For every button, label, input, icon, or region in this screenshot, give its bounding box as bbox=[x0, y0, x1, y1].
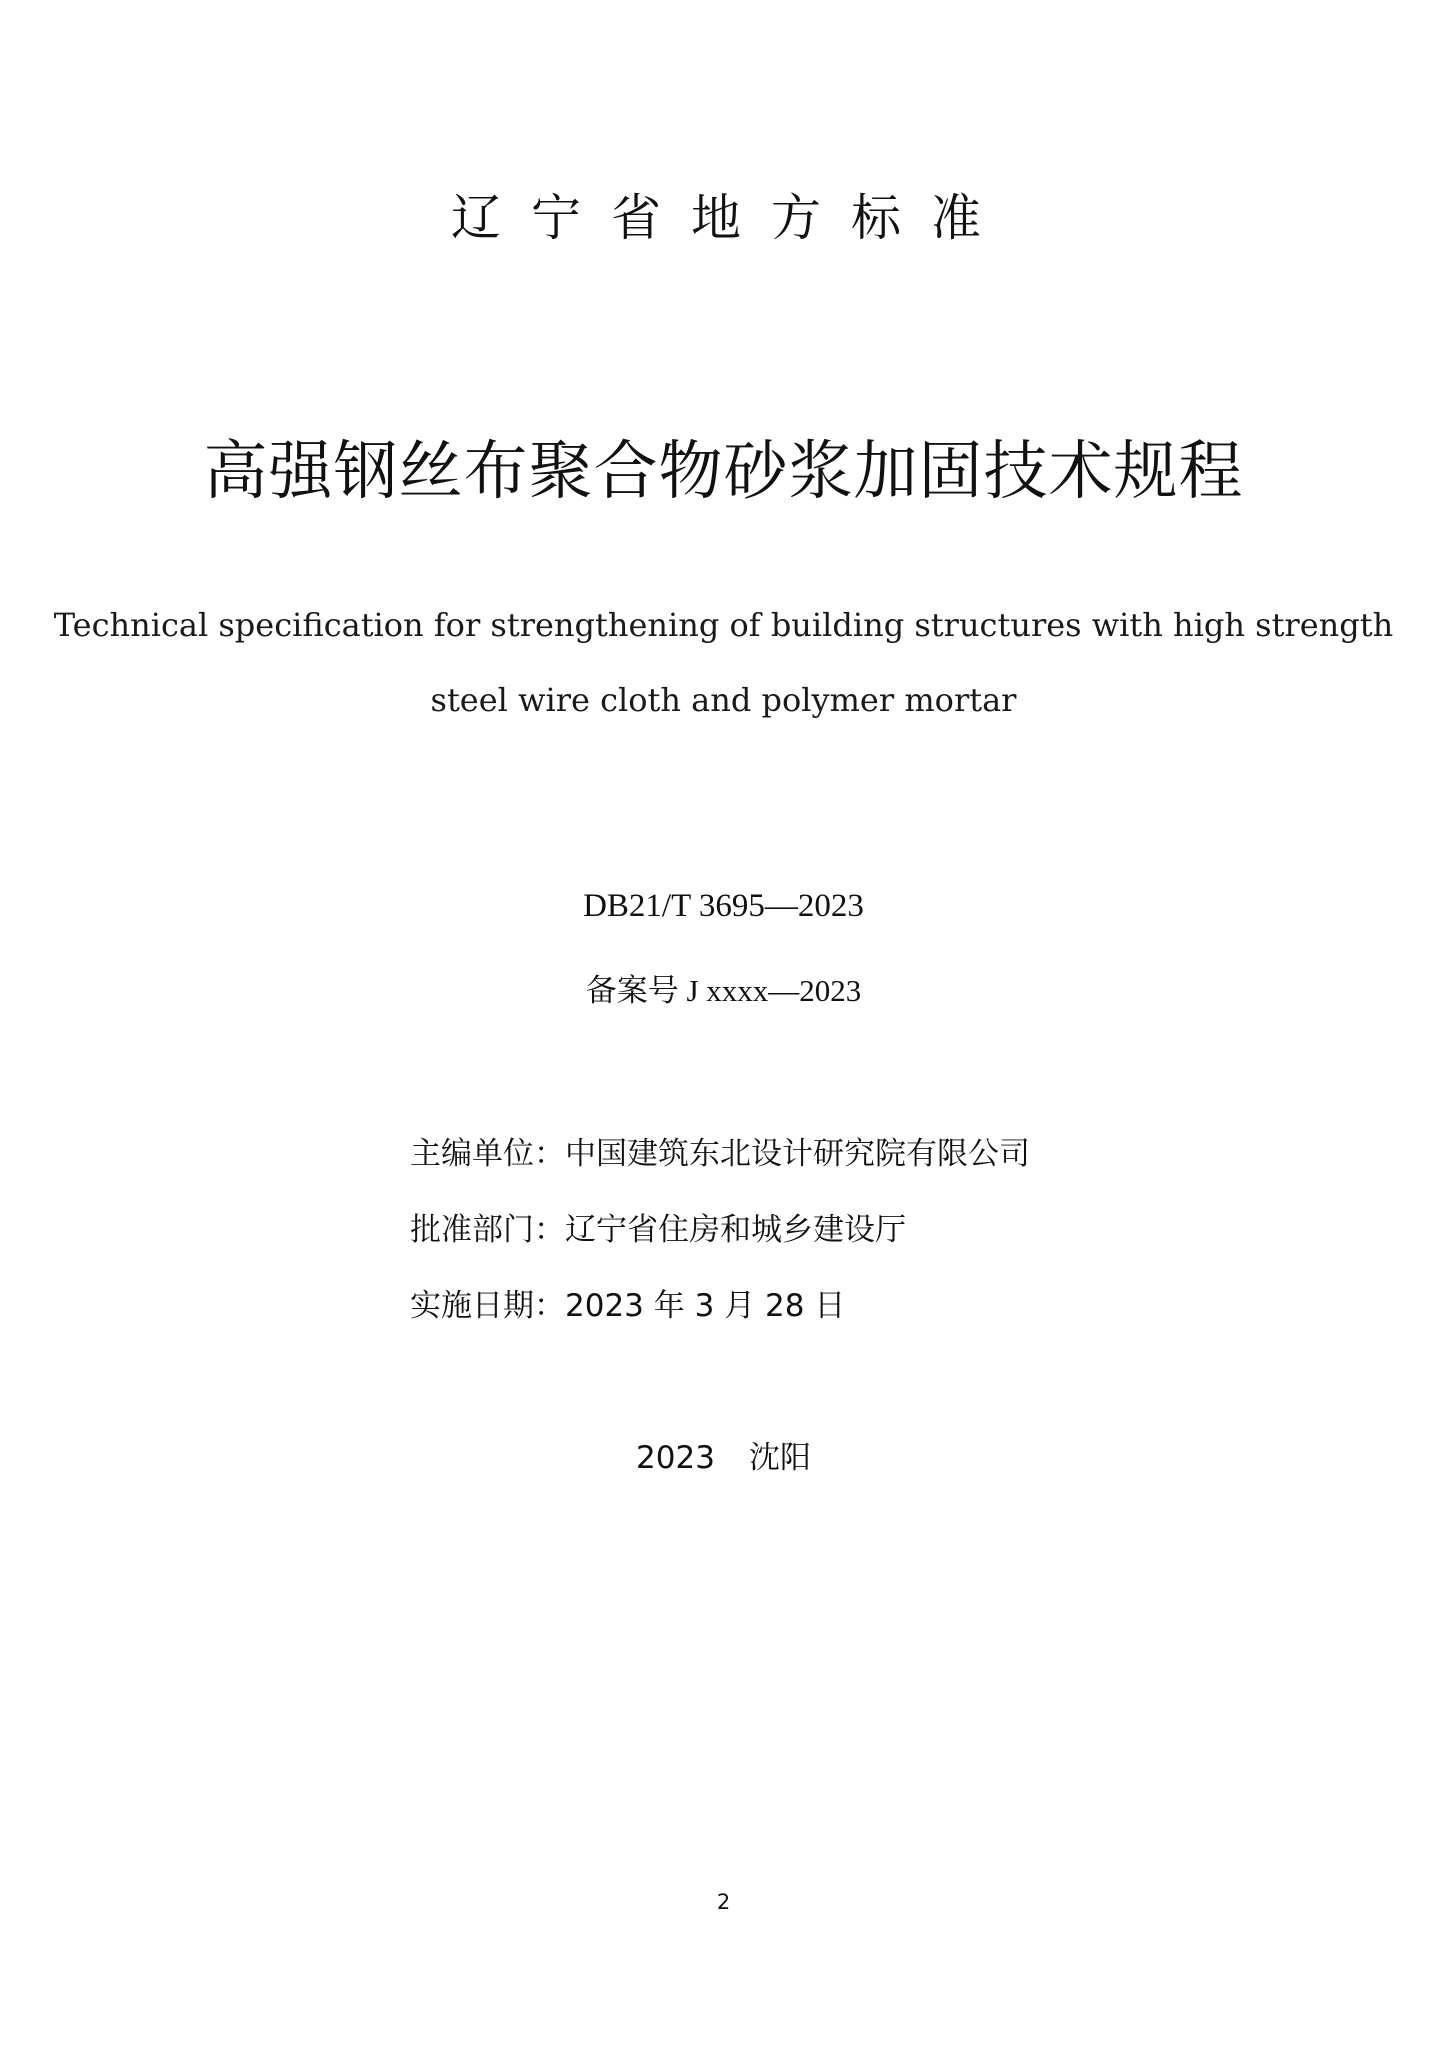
standard-number: DB21/T 3695—2023 bbox=[583, 888, 864, 924]
document-title-chinese: 高强钢丝布聚合物砂浆加固技术规程 bbox=[203, 435, 1244, 509]
effective-date: 实施日期：2023 年 3 月 28 日 bbox=[410, 1288, 846, 1324]
approving-department: 批准部门：辽宁省住房和城乡建设厅 bbox=[410, 1212, 906, 1248]
standard-category-header: 辽宁省地方标准 bbox=[451, 189, 1011, 247]
chief-editor-unit: 主编单位：中国建筑东北设计研究院有限公司 bbox=[410, 1136, 1030, 1172]
publication-year: 2023 bbox=[636, 1440, 715, 1476]
record-number-label: 备案号 bbox=[585, 973, 679, 1009]
publication-line bbox=[0, 1432, 1447, 1477]
page-number: 2 bbox=[716, 1890, 731, 1914]
document-title-english-line2: steel wire cloth and polymer mortar bbox=[430, 681, 1017, 719]
document-title-english-line1: Technical specification for strengthening of building structures with high strength bbox=[53, 606, 1394, 644]
publication-city: 沈阳 bbox=[748, 1440, 811, 1476]
record-number bbox=[0, 965, 1447, 1010]
record-number-value: J xxxx—2023 bbox=[678, 973, 862, 1008]
